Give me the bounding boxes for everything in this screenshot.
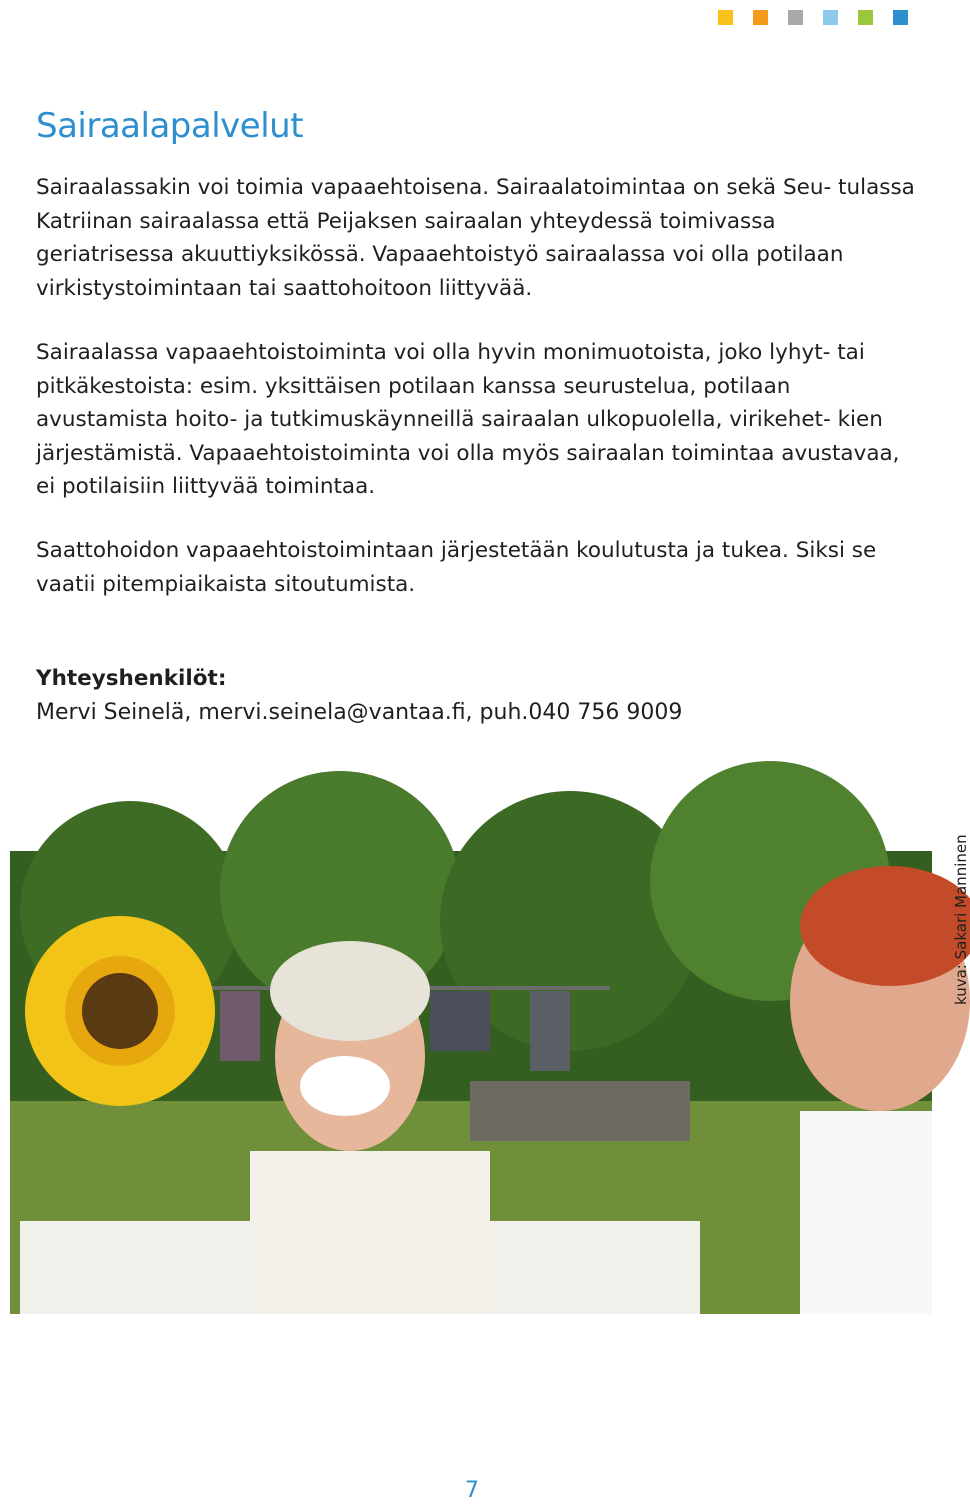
contact-heading: Yhteyshenkilöt:	[36, 666, 227, 691]
yellow-square-icon	[718, 10, 733, 25]
green-square-icon	[858, 10, 873, 25]
blue-square-icon	[893, 10, 908, 25]
photo-two-women-garden	[10, 851, 932, 1314]
paragraph-training: Saattohoidon vapaaehtoistoimintaan järjestetään koulutusta ja tukea. Siksi se vaatii pitempiaikaista sitoutumista.	[36, 538, 877, 597]
lightblue-square-icon	[823, 10, 838, 25]
paragraph-activities: Sairaalassa vapaaehtoistoiminta voi olla hyvin monimuotoista, joko lyhyt- tai pitkäkestoista: esim. yksittäisen potilaan kanssa seurustelua, potilaan avustamista hoito- ja tutkimuskäynneillä sairaalan ulkopuolella, virikehet- kien järjestämistä. Vapaaehtoistoiminta voi olla myös sairaalan toimintaa avustavaa, ei potilaisiin liittyvää toimintaa.	[36, 340, 900, 499]
page-title: Sairaalapalvelut	[36, 106, 304, 146]
page-number: 7	[465, 1478, 479, 1503]
decor-squares	[718, 10, 908, 25]
photo-credit: kuva: Sakari Manninen	[952, 834, 970, 1005]
orange-square-icon	[753, 10, 768, 25]
photo-illustration	[10, 851, 932, 1314]
paragraph-intro: Sairaalassakin voi toimia vapaaehtoisena. Sairaalatoimintaa on sekä Seu- tulassa Katriinan sairaalassa että Peijaksen sairaalan yhteydessä toimivassa geriatrisessa akuuttiyksikössä. Vapaaehtoistyö sairaalassa voi olla potilaan virkistystoimintaan tai saattohoitoon liittyvää.	[36, 175, 915, 301]
gray-square-icon	[788, 10, 803, 25]
contact-details: Mervi Seinelä, mervi.seinela@vantaa.fi, puh.040 756 9009	[36, 700, 683, 725]
